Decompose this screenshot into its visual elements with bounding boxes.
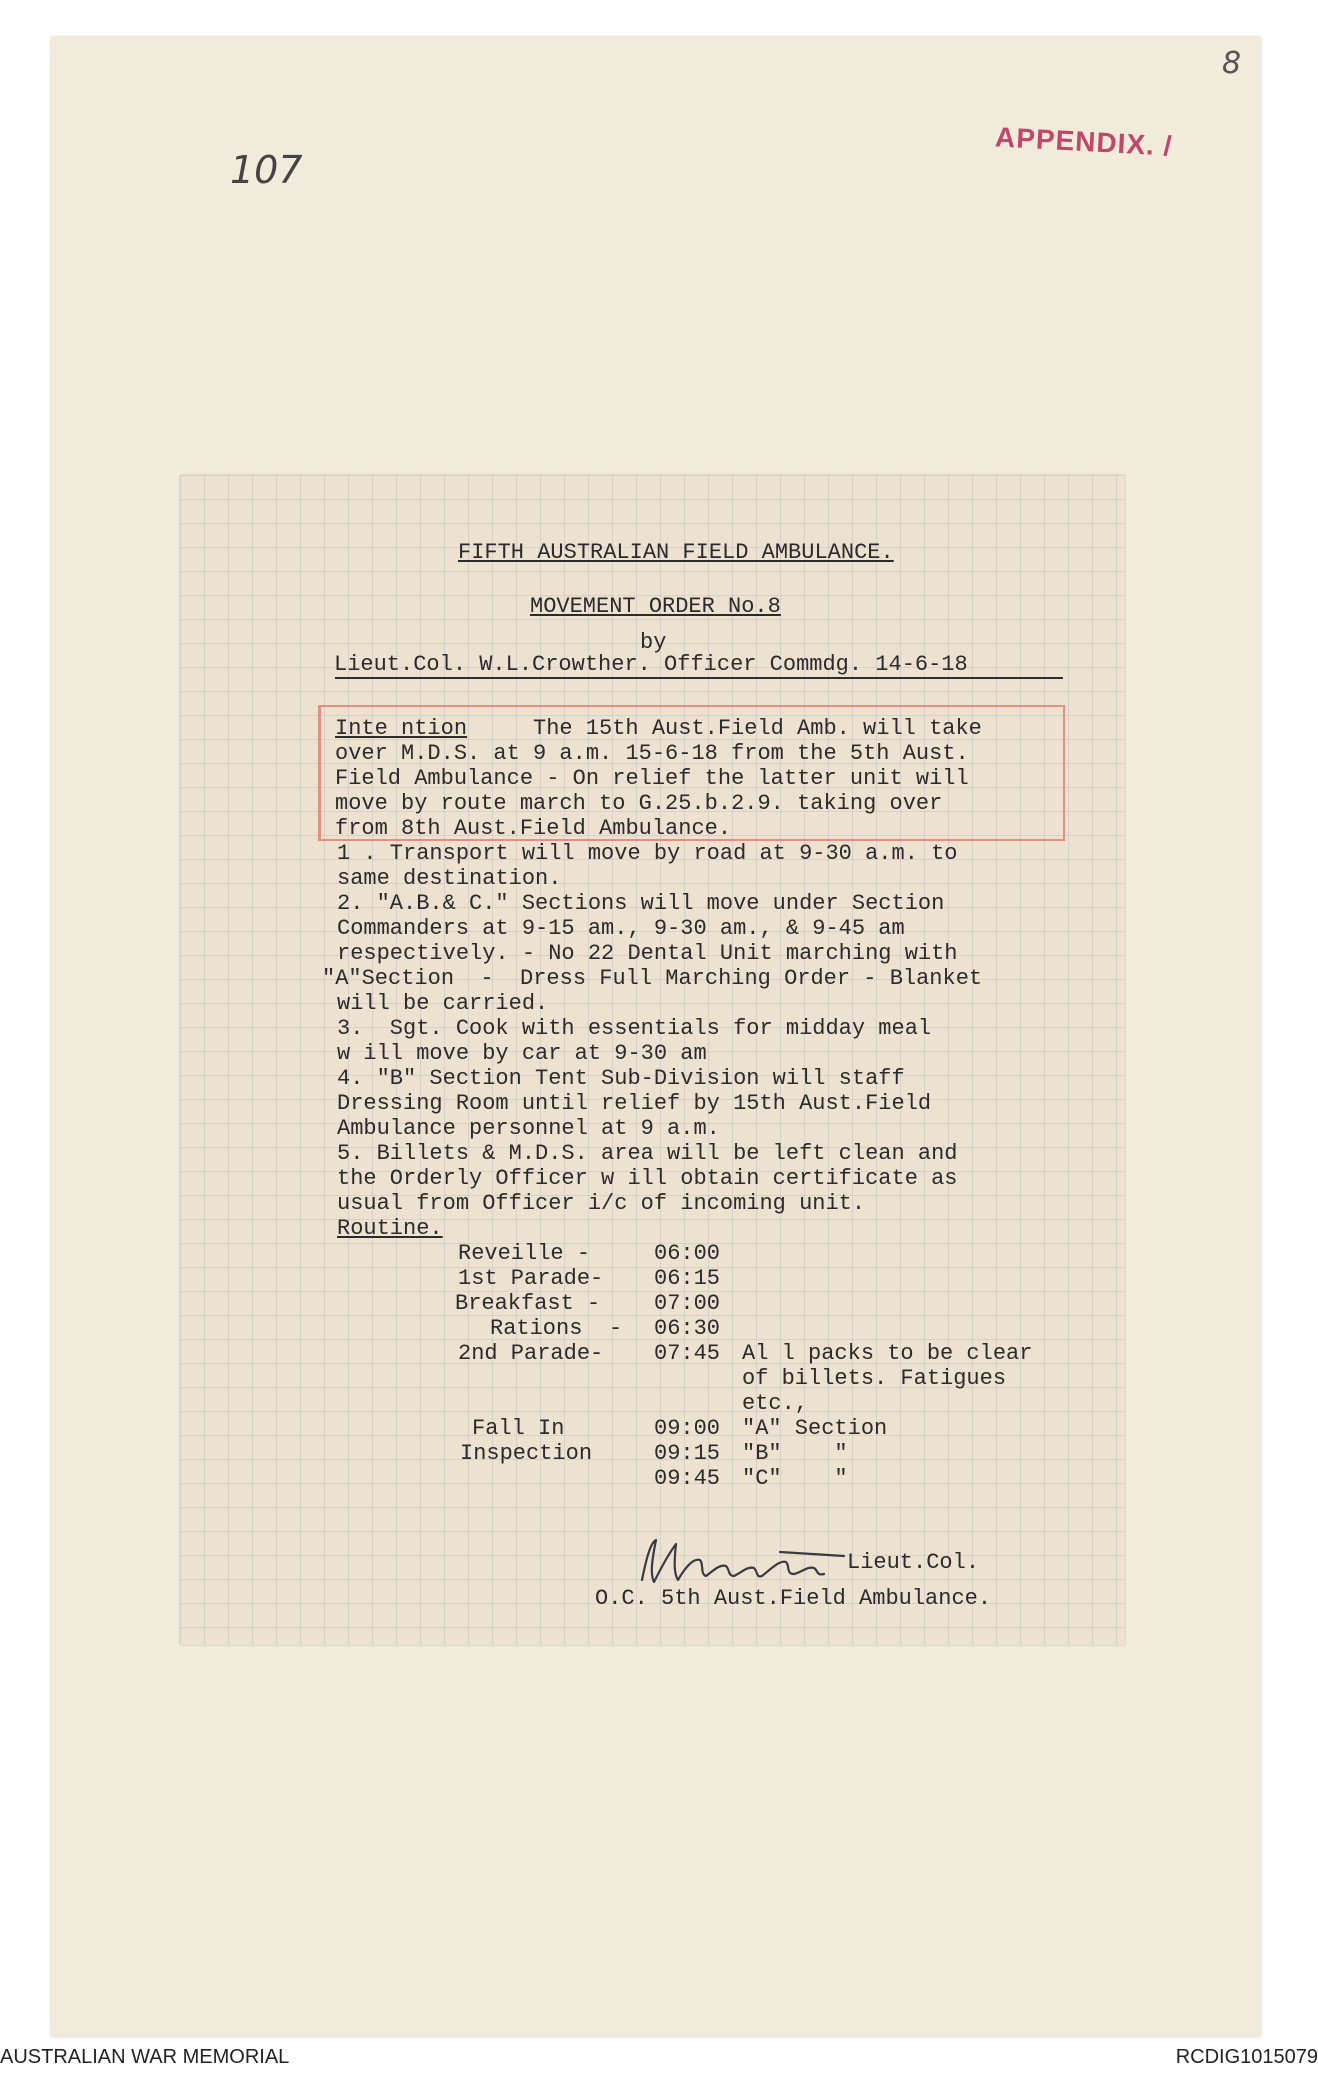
routine-time: 06:15 [654, 1266, 721, 1291]
routine-item: 2nd Parade- [458, 1341, 604, 1366]
signoff-rank: Lieut.Col. [847, 1550, 980, 1575]
signoff-unit: O.C. 5th Aust.Field Ambulance. [595, 1586, 992, 1611]
folio-number-left: 107 [230, 148, 303, 192]
text-line: The 15th Aust.Field Amb. will take [533, 716, 982, 741]
routine-item: Breakfast - [455, 1291, 601, 1316]
routine-item: Reveille - [458, 1241, 591, 1266]
unit-heading: FIFTH AUSTRALIAN FIELD AMBULANCE. [458, 540, 894, 565]
footer-document-id: RCDIG1015079 [1175, 2046, 1318, 2068]
text-line: move by route march to G.25.b.2.9. taking over [335, 791, 943, 816]
routine-item: 1st Parade- [458, 1266, 604, 1291]
text-line: same destination. [337, 866, 562, 891]
routine-note: "B" " [742, 1441, 848, 1466]
text-line: 2. "A.B.& C." Sections will move under Section [337, 891, 945, 916]
text-line: w ill move by car at 9-30 am [337, 1041, 707, 1066]
footer-archive-name: AUSTRALIAN WAR MEMORIAL [0, 2046, 290, 2068]
text-line: will be carried. [337, 991, 549, 1016]
text-line: over M.D.S. at 9 a.m. 15-6-18 from the 5th Aust. [335, 741, 969, 766]
appendix-stamp: APPENDIX. / [994, 121, 1174, 162]
issuer-line: Lieut.Col. W.L.Crowther. Officer Commdg. 14-6-18 [334, 652, 968, 677]
folio-number-top: 8 [1222, 46, 1242, 81]
text-line: Dressing Room until relief by 15th Aust.Field [337, 1091, 932, 1116]
routine-item: Rations - [490, 1316, 623, 1341]
routine-time: 07:45 [654, 1341, 721, 1366]
routine-note: etc., [742, 1391, 809, 1416]
by-line: by [640, 630, 667, 655]
routine-item: Inspection [460, 1441, 593, 1466]
intention-label: Inte ntion [335, 716, 468, 741]
text-line: 1 . Transport will move by road at 9-30 a.m. to [337, 841, 958, 866]
routine-note: of billets. Fatigues [742, 1366, 1007, 1391]
text-line: from 8th Aust.Field Ambulance. [335, 816, 732, 841]
routine-time: 06:00 [654, 1241, 721, 1266]
routine-label: Routine. [337, 1216, 443, 1241]
routine-note: Al l packs to be clear [742, 1341, 1033, 1366]
routine-time: 09:45 [654, 1466, 721, 1491]
text-line: usual from Officer i/c of incoming unit. [337, 1191, 866, 1216]
text-line: Ambulance personnel at 9 a.m. [337, 1116, 720, 1141]
routine-time: 09:15 [654, 1441, 721, 1466]
text-line: 4. "B" Section Tent Sub-Division will staff [337, 1066, 905, 1091]
text-line: 5. Billets & M.D.S. area will be left clean and [337, 1141, 958, 1166]
text-line: respectively. - No 22 Dental Unit marching with [337, 941, 958, 966]
routine-time: 06:30 [654, 1316, 721, 1341]
heading-rule [335, 677, 1063, 679]
routine-time: 09:00 [654, 1416, 721, 1441]
order-heading: MOVEMENT ORDER No.8 [530, 594, 781, 619]
text-line: the Orderly Officer w ill obtain certificate as [337, 1166, 958, 1191]
routine-note: "C" " [742, 1466, 848, 1491]
routine-time: 07:00 [654, 1291, 721, 1316]
routine-item: Fall In [472, 1416, 565, 1441]
routine-note: "A" Section [742, 1416, 888, 1441]
handwritten-signature [630, 1530, 855, 1590]
text-line: Field Ambulance - On relief the latter unit will [335, 766, 969, 791]
text-line: "A"Section - Dress Full Marching Order - Blanket [322, 966, 983, 991]
text-line: 3. Sgt. Cook with essentials for midday meal [337, 1016, 932, 1041]
text-line: Commanders at 9-15 am., 9-30 am., & 9-45 am [337, 916, 905, 941]
